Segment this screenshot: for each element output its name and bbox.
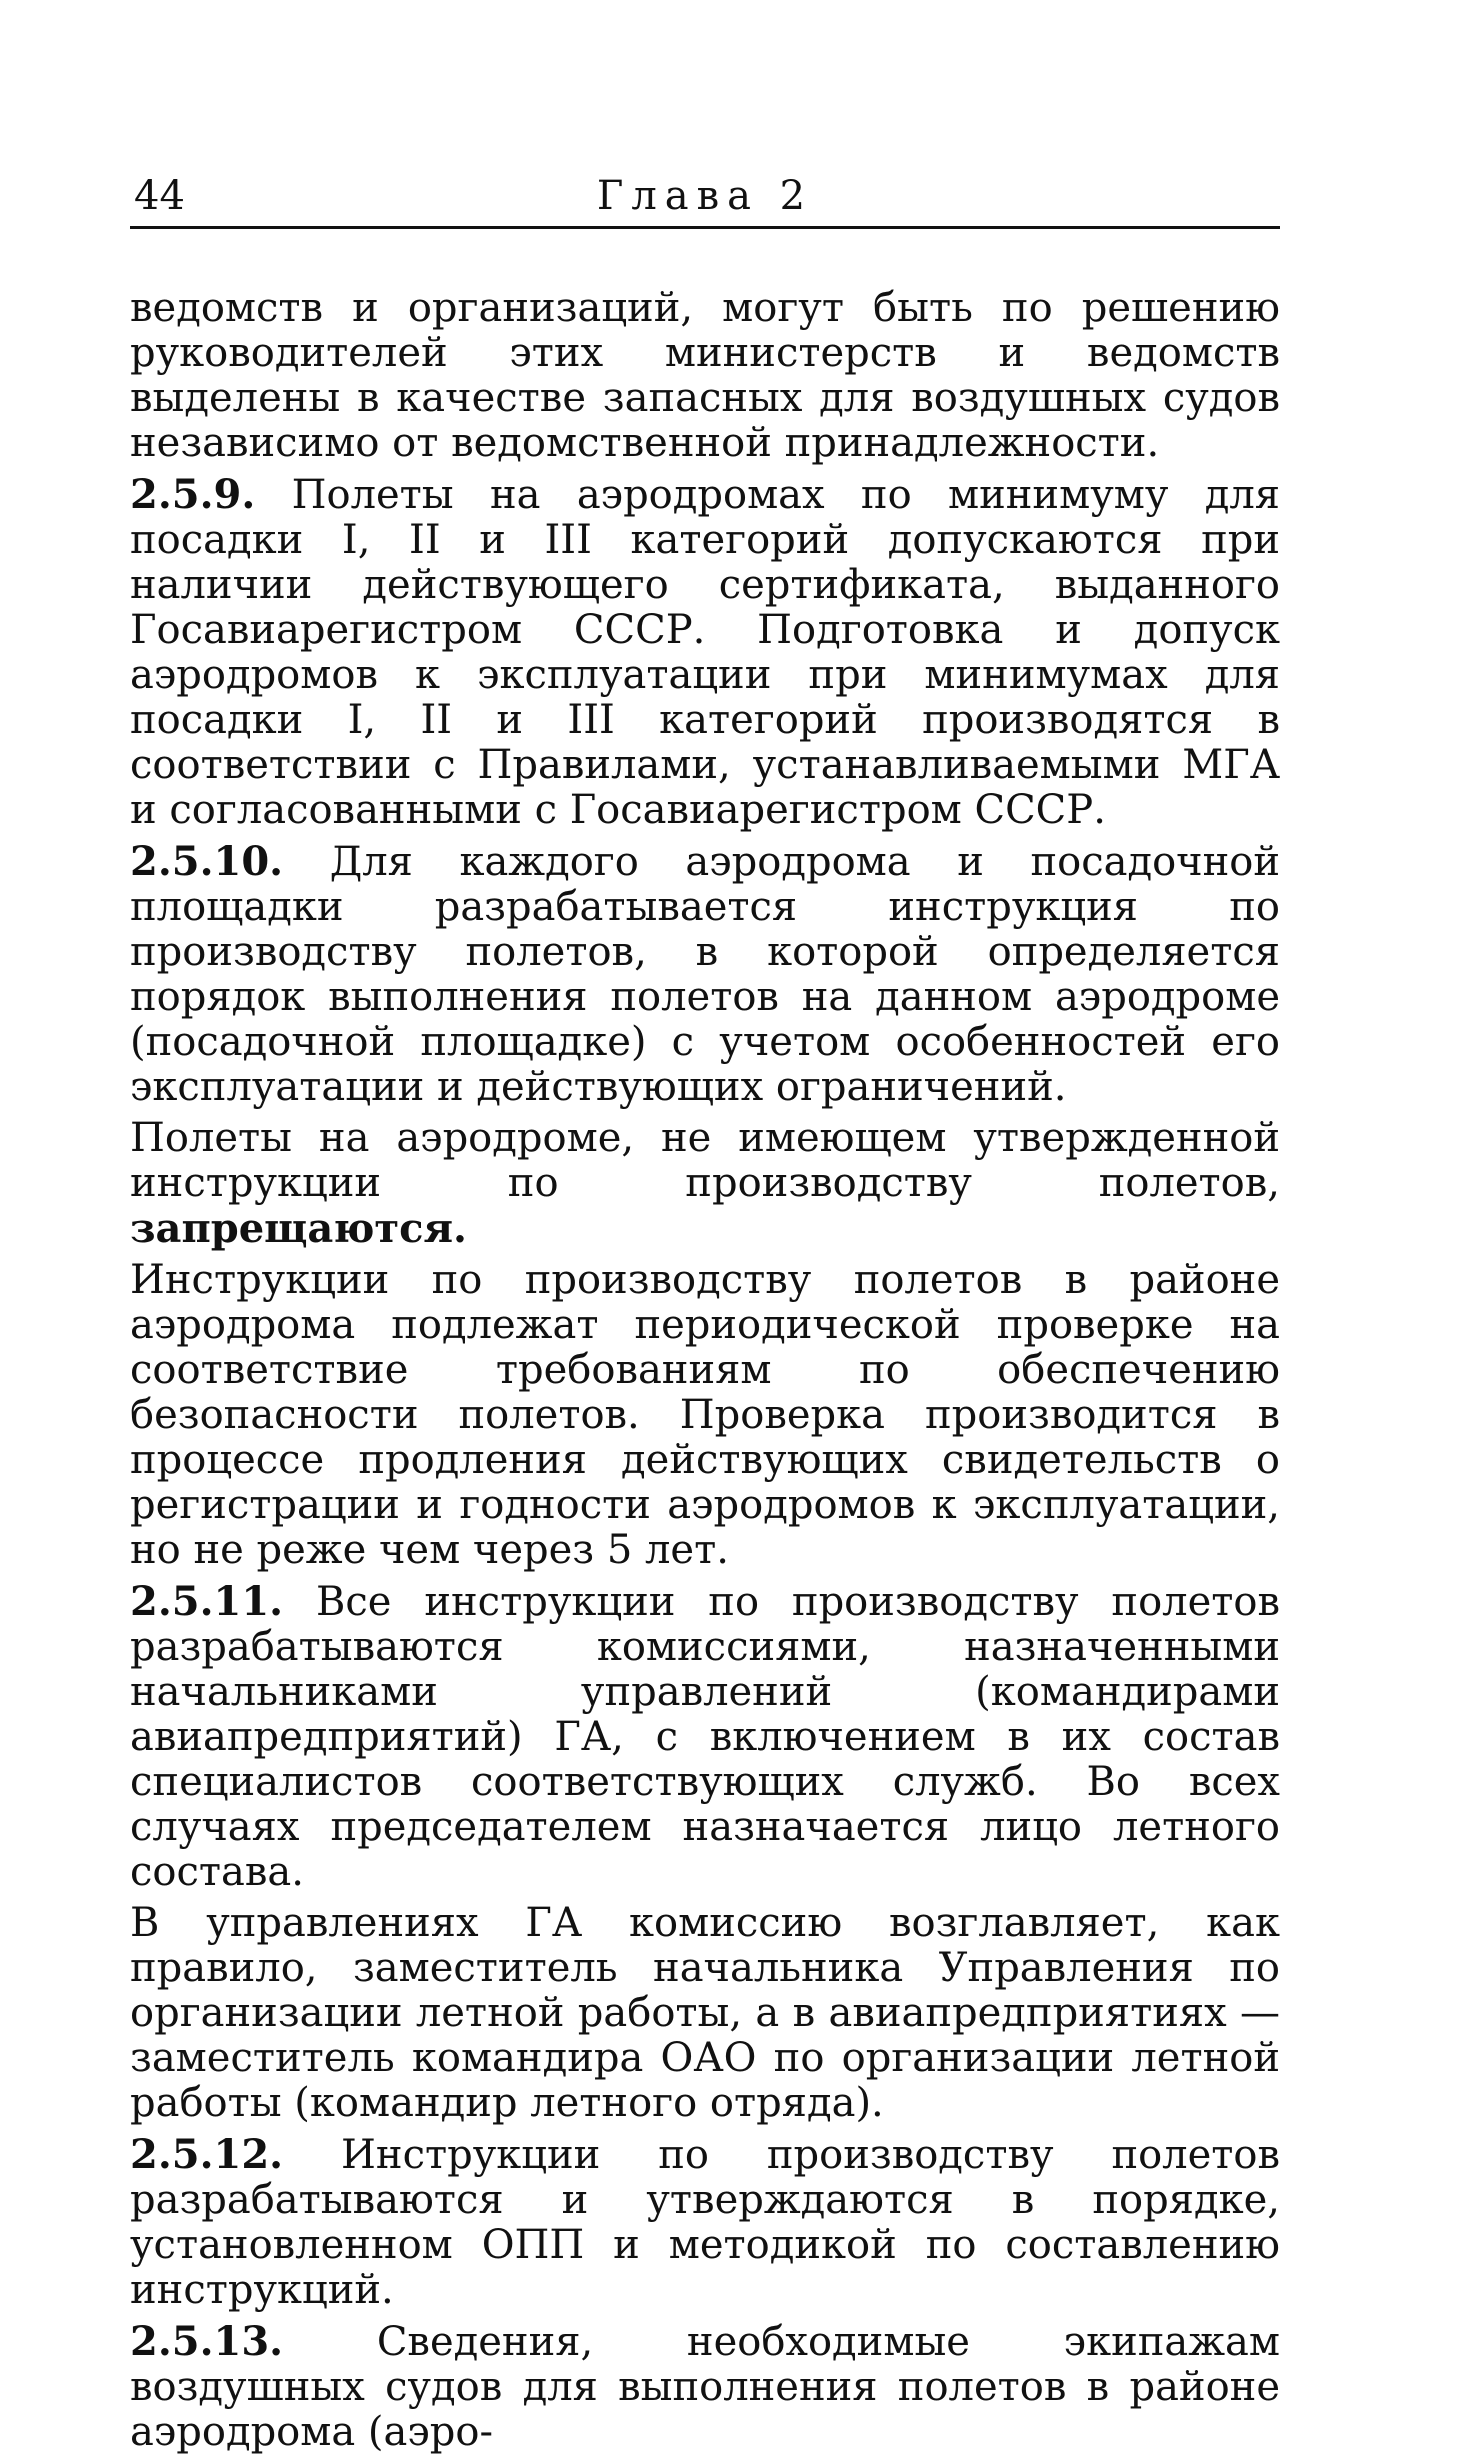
paragraph — [130, 1116, 1280, 1252]
paragraph-text: Все инструкции по производству полетов разрабатываются комиссиями, назначенными начальниками управлений (командирами авиапредприятий) ГА, с включением в их состав специалистов соответствующих служб. Во всех случаях председателем назначается лицо летного состава. — [130, 1579, 1280, 1895]
paragraph-text: Для каждого аэродрома и посадочной площадки разрабатывается инструкция по производству полетов, в которой определяется порядок выполнения полетов на данном аэродроме (посадочной площадке) с учетом особенностей его эксплуатации и действующих ограничений. — [130, 839, 1281, 1110]
section-number: 2.5.12. — [130, 2131, 284, 2178]
paragraph-text: Полеты на аэродромах по минимуму для посадки I, II и III категорий допускаются при наличии действующего сертификата, выданного Госавиарегистром СССР. Подготовка и допуск аэродромов к эксплуатации при минимумах для посадки I, II и III категорий производятся в соответствии с Правилами, устанавливаемыми МГА и согласованными с Госавиарегистром СССР. — [130, 472, 1280, 833]
paragraph — [130, 1258, 1280, 1573]
paragraph-text: В управлениях ГА комиссию возглавляет, как правило, заместитель начальника Управления по организации летной работы, а в авиапредприятиях — заместитель командира ОАО по организации летной работы (командир летного отряда). — [130, 1900, 1280, 2126]
paragraph — [130, 1579, 1280, 1895]
paragraph-text: Инструкции по производству полетов в районе аэродрома подлежат периодической проверке на соответствие требованиям по обеспечению безопасности полетов. Проверка производится в процессе продления действующих свидетельств о регистрации и годности аэродромов к эксплуатации, но не реже чем через 5 лет. — [130, 1257, 1280, 1573]
paragraph — [130, 286, 1280, 466]
paragraph — [130, 2319, 1280, 2455]
body-text — [130, 286, 1280, 2461]
paragraph — [130, 1901, 1280, 2126]
paragraph — [130, 2132, 1280, 2313]
section-number: 2.5.11. — [130, 1578, 284, 1625]
page-number: 44 — [134, 173, 185, 219]
paragraph — [130, 839, 1280, 1110]
running-head: Глава 2 — [596, 173, 814, 219]
paragraph-text: ведомств и организаций, могут быть по решению руководителей этих министерств и ведомств выделены в качестве запасных для воздушных судов независимо от ведомственной принадлежности. — [130, 285, 1280, 466]
section-number: 2.5.10. — [130, 838, 284, 885]
section-number: 2.5.9. — [130, 471, 256, 518]
section-number: 2.5.13. — [130, 2318, 284, 2365]
emphasized-text: запрещаются. — [130, 1205, 467, 1252]
paragraph-text: Инструкции по производству полетов разрабатываются и утверждаются в порядке, установленном ОПП и методикой по составлению инструкций. — [130, 2132, 1280, 2313]
paragraph-text: Сведения, необходимые экипажам воздушных судов для выполнения полетов в районе аэродрома (аэро- — [130, 2319, 1280, 2455]
paragraph-text: Полеты на аэродроме, не имеющем утвержденной инструкции по производству полетов, — [130, 1115, 1280, 1206]
page-header — [130, 170, 1280, 229]
paragraph — [130, 472, 1280, 833]
